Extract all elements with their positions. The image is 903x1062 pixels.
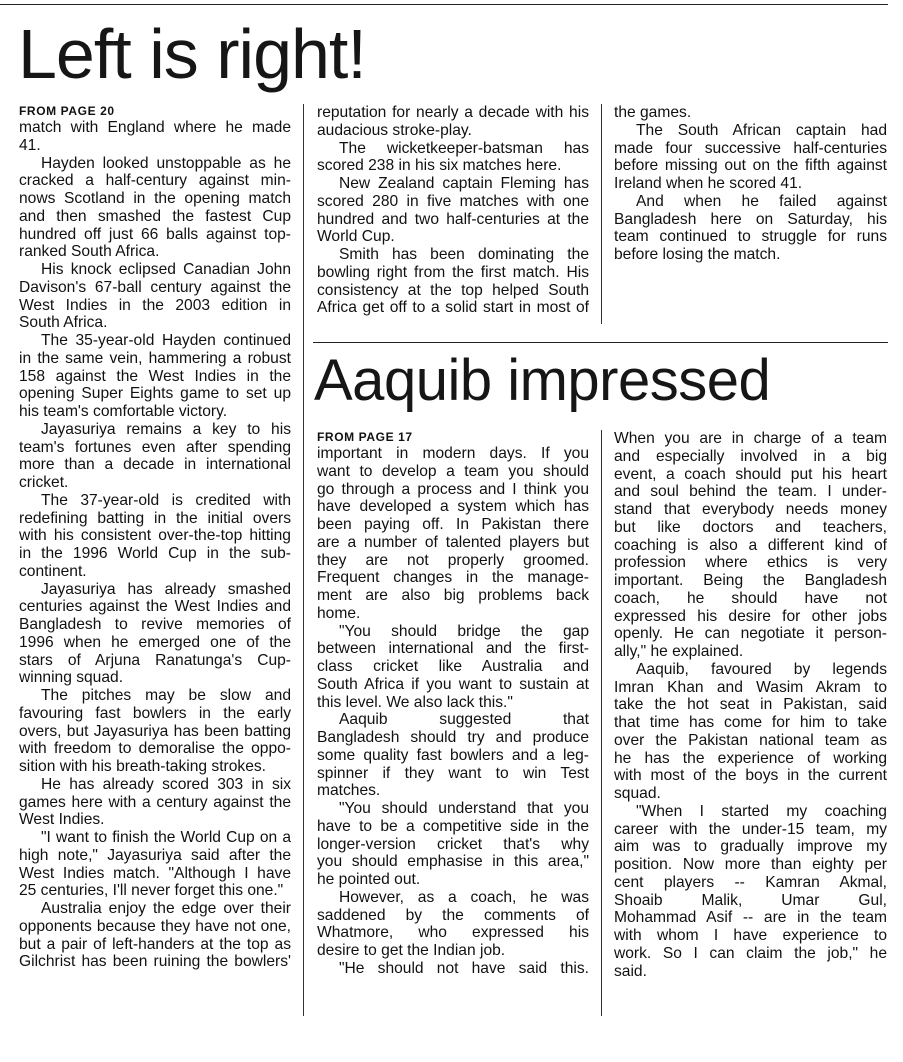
text-line: Hayden looked unstoppable as he bbox=[41, 154, 291, 172]
text-line: have developed a system which has bbox=[317, 498, 589, 516]
text-line: "You should bridge the gap bbox=[339, 622, 589, 640]
text-line: Aaquib suggested that bbox=[339, 711, 589, 729]
text-line: The 35-year-old Hayden continued bbox=[41, 332, 291, 349]
text-line: The wicketkeeper-batsman has bbox=[339, 139, 589, 157]
text-line: New Zealand captain Fleming has bbox=[339, 175, 589, 192]
text-line: cent players -- Kamran Akmal, bbox=[614, 873, 887, 891]
text-line: between international and the first- bbox=[317, 640, 589, 658]
text-line: Gilchrist has been ruining the bowlers' bbox=[19, 953, 291, 971]
text-line: reputation for nearly a decade with his bbox=[317, 104, 589, 121]
text-line: 1996 when he emerged one of the bbox=[19, 633, 291, 651]
story2-kicker: FROM PAGE 17 bbox=[317, 430, 413, 444]
text-line: Whatmore, who expressed his bbox=[317, 924, 589, 942]
text-line: stand that everybody needs money bbox=[614, 501, 887, 518]
text-line: Aaquib, favoured by legends bbox=[636, 660, 887, 678]
text-line: longer-version cricket that's why bbox=[317, 835, 589, 853]
text-line: work. So I can claim the job," he bbox=[614, 944, 887, 962]
story2-column-1-text bbox=[317, 445, 589, 978]
text-line: saddened by the comments of bbox=[317, 906, 589, 924]
story1-column-3-text bbox=[614, 104, 887, 264]
text-line: that time has come for him to take bbox=[614, 714, 887, 731]
text-line: class cricket like Australia and bbox=[317, 658, 589, 675]
text-line: ally," he explained. bbox=[614, 643, 744, 660]
text-line: Smith has been dominating the bbox=[339, 246, 589, 263]
text-line: ranked South Africa. bbox=[19, 243, 160, 261]
text-line: with whom I have experience to bbox=[614, 927, 887, 944]
text-line: The 37-year-old is credited with bbox=[41, 491, 291, 509]
text-line: with most of the boys in the current bbox=[614, 767, 887, 785]
text-line: you should emphasise in this area," bbox=[317, 853, 589, 871]
text-line: hundred off just 66 balls against top- bbox=[19, 225, 291, 243]
text-line: The pitches may be slow and bbox=[41, 687, 291, 704]
text-line: have to be a competitive side in the bbox=[317, 817, 589, 835]
text-line: Jayasuriya has already smashed bbox=[41, 580, 291, 598]
text-line: And when he failed against bbox=[636, 192, 887, 210]
text-line: ment are also big problems back bbox=[317, 587, 589, 604]
text-line: with freedom to demoralise the oppo- bbox=[19, 740, 291, 758]
text-line: this level. We also lack this." bbox=[317, 693, 513, 711]
text-line: in the 1996 World Cup in the sub- bbox=[19, 545, 291, 562]
text-line: profession where ethics is very bbox=[614, 554, 887, 572]
text-line: centuries against the West Indies and bbox=[19, 598, 291, 616]
text-line: Bangladesh here on Saturday, his bbox=[614, 210, 887, 228]
text-line: want to develop a team you should bbox=[317, 462, 589, 480]
text-line: South Africa if you want to sustain at bbox=[317, 675, 589, 693]
text-line: been paying off. In Pakistan there bbox=[317, 516, 589, 533]
text-line: opening Super Eights game to set up bbox=[19, 385, 291, 403]
text-line: Bangladesh to revive memories of bbox=[19, 616, 291, 633]
text-line: cracked a half-century against min- bbox=[19, 172, 291, 190]
text-line: 41. bbox=[19, 136, 41, 154]
text-line: matches. bbox=[317, 782, 381, 800]
text-line: openly. He can negotiate it person- bbox=[614, 625, 887, 643]
text-line: hundred and two half-centuries at the bbox=[317, 210, 589, 228]
story2-headline: Aaquib impressed bbox=[314, 348, 771, 413]
text-line: Davison's 67-ball century against the bbox=[19, 278, 291, 296]
text-line: expressed his desire for other jobs bbox=[614, 607, 887, 625]
text-line: "When I started my coaching bbox=[636, 802, 887, 820]
story1-column-1-text bbox=[19, 119, 291, 971]
text-line: Mohammad Asif -- are in the team bbox=[614, 909, 887, 927]
text-line: Australia enjoy the edge over their bbox=[41, 900, 291, 917]
story1-column-2-text bbox=[317, 104, 589, 317]
text-line: are a number of talented players but bbox=[317, 533, 589, 551]
text-line: When you are in charge of a team bbox=[614, 430, 887, 447]
text-line: but like doctors and teachers, bbox=[614, 518, 887, 536]
text-line: Jayasuriya remains a key to his bbox=[41, 420, 291, 438]
text-line: important. Being the Bangladesh bbox=[614, 572, 887, 589]
text-line: squad. bbox=[614, 785, 661, 802]
text-line: team continued to struggle for runs bbox=[614, 228, 887, 246]
text-line: Ireland when he scored 41. bbox=[614, 175, 803, 192]
text-line: and then smashed the fastest Cup bbox=[19, 207, 291, 225]
text-line: "You should understand that you bbox=[339, 800, 589, 817]
text-line: home. bbox=[317, 604, 361, 622]
story2-column-2-text bbox=[614, 430, 887, 980]
text-line: coach, he should have not bbox=[614, 589, 887, 607]
text-line: He has already scored 303 in six bbox=[41, 775, 291, 793]
text-line: aim was to gradually improve my bbox=[614, 838, 887, 856]
text-line: Africa get off to a solid start in most of bbox=[317, 299, 589, 317]
story1-kicker: FROM PAGE 20 bbox=[19, 104, 115, 118]
column-rule-2 bbox=[601, 104, 602, 324]
text-line: go through a process and I think you bbox=[317, 480, 589, 498]
text-line: and soul behind the team. I under- bbox=[614, 483, 887, 501]
text-line: South Africa. bbox=[19, 314, 108, 332]
text-line: some quality fast bowlers and a leg- bbox=[317, 746, 589, 764]
text-line: West Indies in the 2003 edition in bbox=[19, 296, 291, 314]
text-line: but a pair of left-handers at the top as bbox=[19, 935, 291, 953]
text-line: desire to get the Indian job. bbox=[317, 942, 506, 959]
text-line: position. Now more than eighty per bbox=[614, 856, 887, 873]
story1-headline: Left is right! bbox=[18, 15, 366, 93]
text-line: However, as a coach, he was bbox=[339, 888, 589, 906]
text-line: team's fortunes even after spending bbox=[19, 438, 291, 456]
text-line: spinner if they want to win Test bbox=[317, 764, 589, 782]
text-line: 158 against the West Indies in the bbox=[19, 367, 291, 385]
text-line: with his consistent over-the-top hitting bbox=[19, 527, 291, 545]
text-line: redefining batting in the initial overs bbox=[19, 509, 291, 527]
story1-column-2 bbox=[317, 104, 589, 317]
text-line: "He should not have said this. bbox=[339, 959, 589, 977]
text-line: opponents because they have not one, bbox=[19, 917, 291, 935]
text-line: event, a coach should put his heart bbox=[614, 465, 887, 483]
column-rule-1 bbox=[303, 104, 304, 1016]
text-line: scored 280 in five matches with one bbox=[317, 192, 589, 210]
text-line: said. bbox=[614, 962, 647, 980]
text-line: made four successive half-centuries bbox=[614, 139, 887, 157]
text-line: in the same vein, hammering a robust bbox=[19, 349, 291, 367]
story1-column-3 bbox=[614, 104, 887, 264]
text-line: take the hot seat in Pakistan, said bbox=[614, 696, 887, 714]
text-line: winning squad. bbox=[19, 669, 124, 687]
text-line: audacious stroke-play. bbox=[317, 121, 472, 139]
text-line: match with England where he made bbox=[19, 119, 291, 136]
story2-column-2 bbox=[614, 430, 887, 980]
text-line: overs, but Jayasuriya has been batting bbox=[19, 722, 291, 740]
text-line: over the Pakistan national team as bbox=[614, 731, 887, 749]
text-line: he pointed out. bbox=[317, 871, 421, 888]
text-line: consistency at the top helped South bbox=[317, 281, 589, 299]
text-line: more than a decade in international bbox=[19, 456, 291, 474]
text-line: scored 238 in his six matches here. bbox=[317, 157, 562, 175]
text-line: he has the experience of working bbox=[614, 749, 887, 767]
text-line: World Cup. bbox=[317, 228, 395, 246]
text-line: before missing out on the fifth against bbox=[614, 157, 887, 175]
text-line: stars of Arjuna Ranatunga's Cup- bbox=[19, 651, 291, 669]
text-line: bowling right from the first match. His bbox=[317, 263, 589, 281]
text-line: the games. bbox=[614, 104, 692, 121]
text-line: "I want to finish the World Cup on a bbox=[41, 829, 291, 846]
text-line: West Indies match. "Although I have bbox=[19, 864, 291, 882]
story1-column-1 bbox=[19, 104, 291, 971]
story-divider-rule bbox=[313, 342, 888, 343]
column-rule-3 bbox=[601, 430, 602, 1016]
text-line: 25 centuries, I'll never forget this one." bbox=[19, 882, 284, 900]
text-line: they are not properly groomed. bbox=[317, 551, 589, 569]
text-line: Imran Khan and Wasim Akram to bbox=[614, 678, 887, 696]
text-line: West Indies. bbox=[19, 811, 105, 829]
text-line: and especially involved in a big bbox=[614, 447, 887, 465]
text-line: important in modern days. If you bbox=[317, 445, 589, 462]
text-line: Bangladesh should try and produce bbox=[317, 729, 589, 746]
text-line: coaching is also a different kind of bbox=[614, 536, 887, 554]
text-line: nows Scotland in the opening match bbox=[19, 190, 291, 207]
text-line: games here with a century against the bbox=[19, 793, 291, 811]
text-line: before losing the match. bbox=[614, 246, 781, 263]
text-line: The South African captain had bbox=[636, 121, 887, 139]
text-line: continent. bbox=[19, 562, 87, 580]
story2-column-1 bbox=[317, 430, 589, 978]
top-rule bbox=[0, 4, 888, 5]
text-line: sition with his breath-taking strokes. bbox=[19, 758, 267, 775]
text-line: Shoaib Malik, Umar Gul, bbox=[614, 891, 887, 909]
text-line: Frequent changes in the manage- bbox=[317, 569, 589, 587]
text-line: his team's comfortable victory. bbox=[19, 403, 228, 420]
text-line: favouring fast bowlers in the early bbox=[19, 704, 291, 722]
text-line: His knock eclipsed Canadian John bbox=[41, 261, 291, 278]
text-line: cricket. bbox=[19, 474, 69, 491]
text-line: career with the under-15 team, my bbox=[614, 820, 887, 838]
text-line: high note," Jayasuriya said after the bbox=[19, 846, 291, 864]
